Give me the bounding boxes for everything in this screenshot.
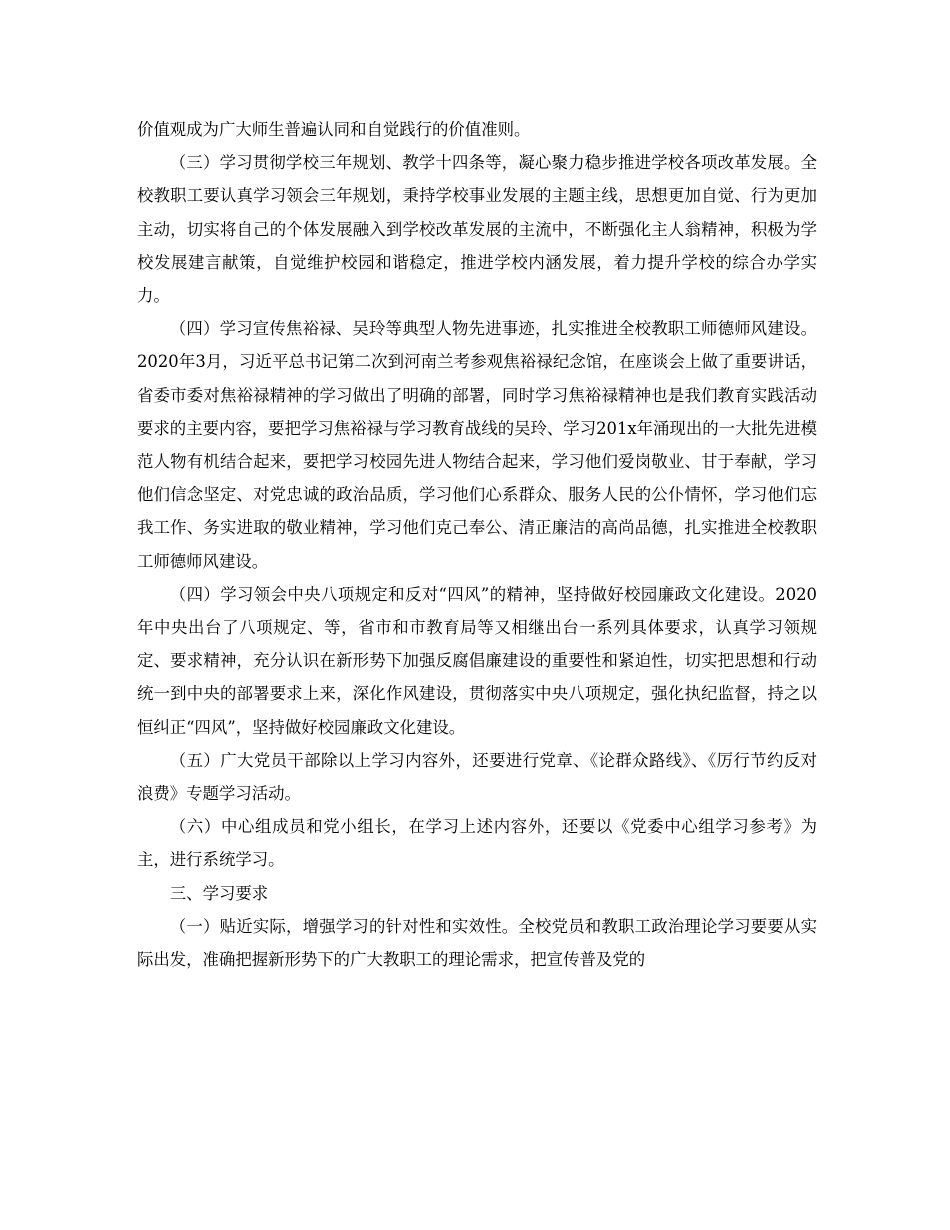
paragraph-item-6: （六）中心组成员和党小组长，在学习上述内容外，还要以《党委中心组学习参考》为主，进行系统学习。 (137, 817, 817, 870)
paragraph-continuation: 价值观成为广大师生普遍认同和自觉践行的价值准则。 (137, 120, 531, 139)
paragraph-item-4b: （四）学习领会中央八项规定和反对“四风”的精神，坚持做好校园廉政文化建设。2020年中央出台了八项规定、等，省市和市教育局等又相继出台一系列具体要求，认真学习领规定、要求精神，充分认识在新形势下加强反腐倡廉建设的重要性和紧迫性，切实把思想和行动统一到中央的部署要求上来，深化作风建设，贯彻落实中央八项规定，强化执纪监督，持之以恒纠正“四风”，坚持做好校园廉政文化建设。 (137, 584, 817, 737)
paragraph-item-3: （三）学习贯彻学校三年规划、教学十四条等，凝心聚力稳步推进学校各项改革发展。全校教职工要认真学习领会三年规划，秉持学校事业发展的主题主线，思想更加自觉、行为更加主动，切实将自己的个体发展融入到学校改革发展的主流中，不断强化主人翁精神，积极为学校发展建言献策，自觉维护校园和谐稳定，推进学校内涵发展，着力提升学校的综合办学实力。 (137, 153, 817, 306)
paragraph-item-4a: （四）学习宣传焦裕禄、吴玲等典型人物先进事迹，扎实推进全校教职工师德师风建设。2020年3月，习近平总书记第二次到河南兰考参观焦裕禄纪念馆，在座谈会上做了重要讲话，省委市委对焦裕禄精神的学习做出了明确的部署，同时学习焦裕禄精神也是我们教育实践活动要求的主要内容，要把学习焦裕禄与学习教育战线的吴玲、学习201x年涌现出的一大批先进模范人物有机结合起来，要把学习校园先进人物结合起来，学习他们爱岗敬业、甘于奉献，学习他们信念坚定、对党忠诚的政治品质，学习他们心系群众、服务人民的公仆情怀，学习他们忘我工作、务实进取的敬业精神，学习他们克己奉公、清正廉洁的高尚品德，扎实推进全校教职工师德师风建设。 (137, 319, 817, 571)
paragraph-requirement-1: （一）贴近实际，增强学习的针对性和实效性。全校党员和教职工政治理论学习要要从实际出发，准确把握新形势下的广大教职工的理论需求，把宣传普及党的 (137, 916, 817, 970)
section-heading: 三、学习要求 (169, 883, 269, 903)
paragraph-item-5: （五）广大党员干部除以上学习内容外，还要进行党章、《论群众路线》、《厉行节约反对浪费》专题学习活动。 (137, 750, 817, 804)
document-body (137, 113, 817, 976)
